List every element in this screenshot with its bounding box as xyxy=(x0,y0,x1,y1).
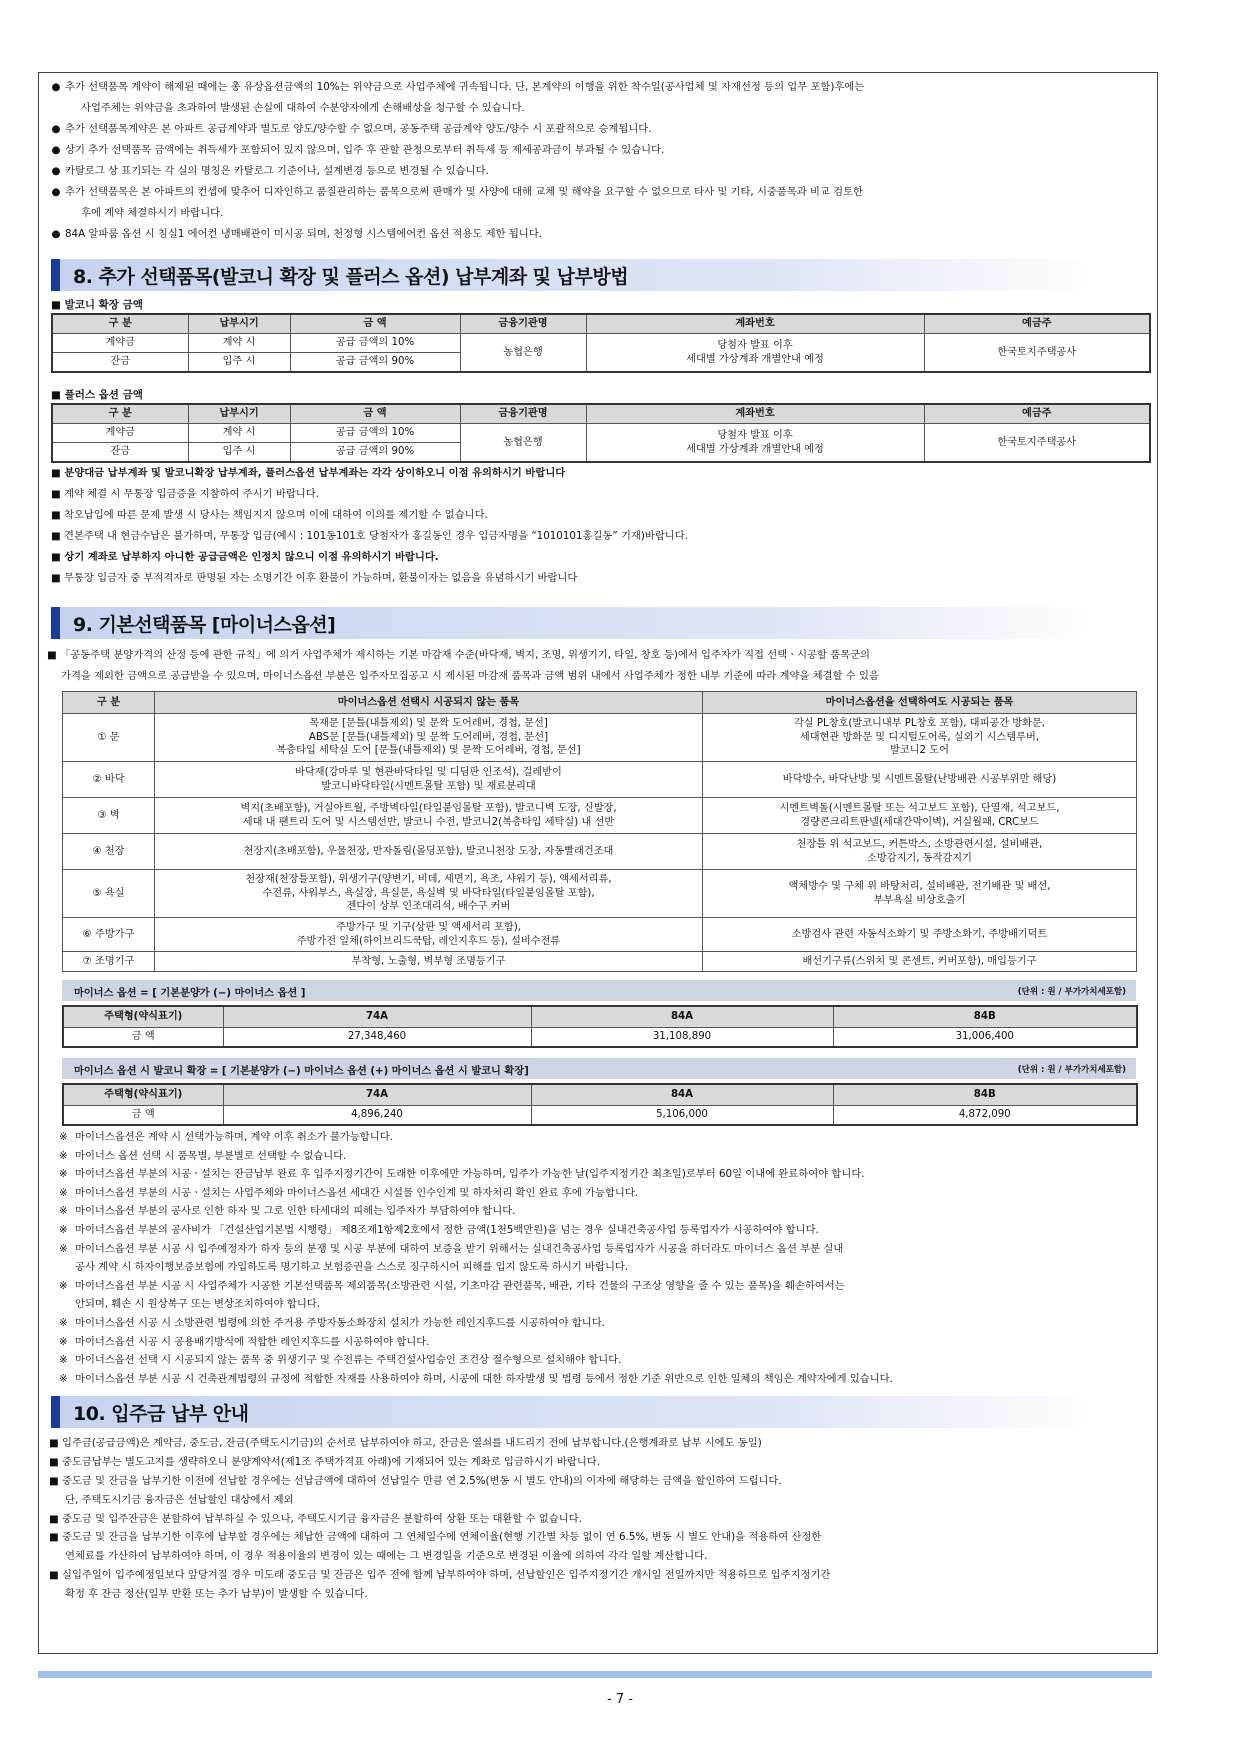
installed-items: 시멘트벽돌(시멘트몰탈 또는 석고보드 포함), 단열재, 석고보드, 경량콘크리트판넬(세대간막이벽), 거실월패, CRC보드 xyxy=(703,798,1137,834)
installed-items: 천장틀 위 석고보드, 커튼박스, 소방관련시설, 설비배관, 소방감지기, 동작감지기 xyxy=(703,834,1137,870)
th-type-84b: 84B xyxy=(833,1006,1137,1028)
section-10-line: ■ 중도금 및 입주잔금은 분할하여 납부하실 수 있으나, 주택도시기금 융자금은 분할하여 상환 또는 대환할 수 없습니다. xyxy=(49,1512,582,1525)
section-10-line: 확정 후 잔금 정산(일부 반환 또는 추가 납부)이 발생할 수 있습니다. xyxy=(65,1587,368,1600)
bullet-line: ● 카탈로그 상 표기되는 각 실의 명칭은 카탈로그 기준이나, 설계변경 등으로 변경될 수 있습니다. xyxy=(51,165,489,177)
installed-items: 각실 PL창호(발코니내부 PL창호 포함), 대피공간 방화문, 세대현관 방화문 및 디지털도어록, 실외기 시스템루버, 발코니2 도어 xyxy=(703,714,1137,762)
minus-option-note: ※ 마이너스옵션 부분 시공 시 사업주체가 시공한 기본선택품목 제외품목(소방관련 시설, 기초마감 관련품목, 배관, 기타 건물의 구조상 영향을 줄 수 있는 품목)을 훼손하여서는 xyxy=(59,1279,845,1292)
minus-option-note: ※ 마이너스옵션 시공 시 공용배기방식에 적합한 레인지후드를 시공하여야 합니다. xyxy=(59,1335,430,1348)
th-when: 납부시기 xyxy=(188,314,290,334)
th-not-installed: 마이너스옵션 선택시 시공되지 않는 품목 xyxy=(155,692,703,714)
section-10-line: ■ 실입주일이 입주예정일보다 앞당겨질 경우 미도래 중도금 및 잔금은 입주 전에 함께 납부하여야 하며, 선납할인은 입주지정기간 개시일 전일까지만 적용하므로 입주지정기간 xyxy=(49,1568,831,1581)
row-label: 금 액 xyxy=(63,1106,223,1126)
minus-option-note: 공사 계약 시 하자이행보증보험에 가입하도록 명기하고 보험증권을 스스로 징구하시어 피해를 입지 않도록 하시기 바랍니다. xyxy=(75,1261,629,1274)
th-type-74a: 74A xyxy=(223,1084,531,1106)
cell-amount: 공급 금액의 90% xyxy=(290,443,460,463)
price-74a: 27,348,460 xyxy=(223,1028,531,1048)
minus-option-note: ※ 마이너스옵션 부분의 공사로 인한 하자 및 그로 인한 타세대의 피해는 입주자가 부담하여야 합니다. xyxy=(59,1205,516,1218)
not-installed-items: 부착형, 노출형, 벽부형 조명등기구 xyxy=(155,952,703,972)
row-category: ③ 벽 xyxy=(63,798,155,834)
bullet-line: 후에 계약 체결하시기 바랍니다. xyxy=(81,207,224,219)
minus-option-note: ※ 마이너스옵션 부분 시공 시 입주예정자가 하자 등의 분쟁 및 시공 부분에 대하여 보증을 받기 위해서는 실내건축공사업 등록업자가 시공을 하더라도 마이너스 옵션 부분 실내 xyxy=(59,1242,844,1255)
price-74a: 4,896,240 xyxy=(223,1106,531,1126)
minus-option-note: ※ 마이너스 옵션 선택 시 품목별, 부분별로 선택할 수 없습니다. xyxy=(59,1149,347,1162)
row-category: ② 바닥 xyxy=(63,762,155,798)
cell-kind: 잔금 xyxy=(52,353,188,373)
th-holder: 예금주 xyxy=(924,314,1150,334)
section-10-title: 10. 입주금 납부 안내 xyxy=(73,1403,249,1426)
balcony-payment-table xyxy=(51,313,1151,373)
minus-option-note: 안되며, 훼손 시 원상복구 또는 변상조치하여야 합니다. xyxy=(75,1298,321,1311)
bullet-line: ● 추가 선택품목은 본 아파트의 컨셉에 맞추어 디자인하고 품질관리하는 품목으로써 판매가 및 사양에 대해 교체 및 해약을 요구할 수 없으므로 타사 및 기타, 시중품목과 비교 검토한 xyxy=(51,186,863,198)
th-amount: 금 액 xyxy=(290,404,460,424)
installed-items: 바닥방수, 바닥난방 및 시멘트몰탈(난방배관 시공부위만 해당) xyxy=(703,762,1137,798)
section-9-header xyxy=(51,607,1101,639)
section-10-line: 연체료를 가산하여 납부하여야 하며, 이 경우 적용이율의 변경이 있는 때에는 그 변경일을 기준으로 변경된 이율에 의하여 각각 일할 계산합니다. xyxy=(65,1550,708,1563)
row-category: ④ 천장 xyxy=(63,834,155,870)
bullet-line: ● 추가 선택품목계약은 본 아파트 공급계약과 별도로 양도/양수할 수 없으며, 공동주택 공급계약 양도/양수 시 포괄적으로 승계됩니다. xyxy=(51,123,652,135)
section-8-title: 8. 추가 선택품목(발코니 확장 및 플러스 옵션) 납부계좌 및 납부방법 xyxy=(73,266,629,288)
section-9-title: 9. 기본선택품목 [마이너스옵션] xyxy=(73,614,336,636)
section-10-line: ■ 중도금 및 잔금을 납부기한 이전에 선납할 경우에는 선납금액에 대하여 선납일수 만큼 연 2.5%(변동 시 별도 안내)의 이자에 해당하는 금액을 할인하여 드립니다. xyxy=(49,1474,782,1487)
th-kind: 구 분 xyxy=(52,404,188,424)
cell-when: 계약 시 xyxy=(188,424,290,443)
minus-option-note: ※ 마이너스옵션 시공 시 소방관련 법령에 의한 주거용 주방자동소화장치 설치가 가능한 레인지후드를 시공하여야 합니다. xyxy=(59,1316,605,1329)
section-8-note: ■ 착오납입에 따른 문제 발생 시 당사는 책임지지 않으며 이에 대하여 이의를 제기할 수 없습니다. xyxy=(51,509,488,521)
section-10-line: ■ 입주금(공급금액)은 계약금, 중도금, 잔금(주택도시기금)의 순서로 납부하여야 하고, 잔금은 열쇠를 내드리기 전에 납부합니다.(은행계좌로 납부 시에도 동일) xyxy=(49,1437,762,1450)
cell-amount: 공급 금액의 90% xyxy=(290,353,460,373)
bullet-line: ● 84A 알파룸 옵션 시 침실1 에어컨 냉매배관이 미시공 되며, 천정형 시스템에어컨 옵션 적용도 제한 됩니다. xyxy=(51,228,542,240)
price-84b: 4,872,090 xyxy=(833,1106,1137,1126)
cell-when: 입주 시 xyxy=(188,443,290,463)
cell-bank: 농협은행 xyxy=(460,334,586,373)
cell-holder: 한국토지주택공사 xyxy=(924,424,1150,463)
balcony-label: ■ 발코니 확장 금액 xyxy=(51,299,143,311)
bullet-line: 사업주체는 위약금을 초과하여 발생된 손실에 대하여 수분양자에게 손해배상을 청구할 수 있습니다. xyxy=(81,102,525,114)
cell-when: 입주 시 xyxy=(188,353,290,373)
minus-option-note: ※ 마이너스옵션 부분의 공사비가 「건설산업기본법 시행령」 제8조제1항제2호에서 정한 금액(1천5백만원)을 넘는 경우 실내건축공사업 등록업자가 시공하여야 합니다. xyxy=(59,1223,819,1236)
section-10-header xyxy=(51,1396,1101,1428)
cell-kind: 계약금 xyxy=(52,424,188,443)
th-account: 계좌번호 xyxy=(586,314,924,334)
minus-option-note: ※ 마이너스옵션은 계약 시 선택가능하며, 계약 이후 취소가 불가능합니다. xyxy=(59,1131,393,1143)
section-10-line: 단, 주택도시기금 융자금은 선납할인 대상에서 제외 xyxy=(65,1493,294,1506)
cell-kind: 계약금 xyxy=(52,334,188,353)
minus-balcony-formula: 마이너스 옵션 시 발코니 확장 = [ 기본분양가 (−) 마이너스 옵션 (+) 마이너스 옵션 시 발코니 확장] (단위 : 원 / 부가가치세포함) xyxy=(62,1058,1136,1079)
th-category: 구 분 xyxy=(63,692,155,714)
row-category: ① 문 xyxy=(63,714,155,762)
th-installed: 마이너스옵션을 선택하여도 시공되는 품목 xyxy=(703,692,1137,714)
section-9-intro: ■ 「공동주택 분양가격의 산정 등에 관한 규칙」에 의거 사업주체가 제시하는 기본 마감재 수준(바닥재, 벽지, 조명, 위생기기, 타일, 창호 등)에서 입주자가 직접 선택ㆍ시공할 품목군의 xyxy=(47,649,871,661)
section-8-header xyxy=(51,259,1101,291)
th-account: 계좌번호 xyxy=(586,404,924,424)
not-installed-items: 벽지(초배포함), 거실아트월, 주방벽타일(타일붙임몰탈 포함), 발코니벽 도장, 신발장, 세대 내 팬트리 도어 및 시스템선반, 발코니 수전, 발코니2(복층타입 세탁실) 내 선반 xyxy=(155,798,703,834)
bullet-line: ● 상기 추가 선택품목 금액에는 취득세가 포함되어 있지 않으며, 입주 후 관할 관청으로부터 취득세 등 제세공과금이 부과될 수 있습니다. xyxy=(51,144,665,156)
cell-holder: 한국토지주택공사 xyxy=(924,334,1150,373)
cell-amount: 공급 금액의 10% xyxy=(290,334,460,353)
section-10-line: ■ 중도금 및 잔금을 납부기한 이후에 납부할 경우에는 체납한 금액에 대하여 그 연체일수에 연체이율(현행 기간별 차등 없이 연 6.5%, 변동 시 별도 안내)을 적용하여 산정한 xyxy=(49,1531,822,1544)
section-8-note: ■ 계약 체결 시 무통장 입금증을 지참하여 주시기 바랍니다. xyxy=(51,488,319,500)
th-bank: 금융기관명 xyxy=(460,404,586,424)
cell-account: 당첨자 발표 이후 세대별 가상계좌 개별안내 예정 xyxy=(586,424,924,463)
section-9-intro: 가격을 제외한 금액으로 공급받을 수 있으며, 마이너스옵션 부분은 입주자모집공고 시 제시된 마감재 품목과 금액 범위 내에서 사업주체가 정한 내부 기준에 따라 계약을 체결할 수 있음 xyxy=(61,670,879,682)
cell-amount: 공급 금액의 10% xyxy=(290,424,460,443)
cell-bank: 농협은행 xyxy=(460,424,586,463)
row-category: ⑤ 욕실 xyxy=(63,870,155,918)
price-84a: 5,106,000 xyxy=(531,1106,833,1126)
price-84b: 31,006,400 xyxy=(833,1028,1137,1048)
section-8-note: ■ 분양대금 납부계좌 및 발코니확장 납부계좌, 플러스옵션 납부계좌는 각각 상이하오니 이점 유의하시기 바랍니다 xyxy=(51,467,566,479)
th-holder: 예금주 xyxy=(924,404,1150,424)
footer-bar xyxy=(38,1671,1152,1678)
th-type: 주택형(약식표기) xyxy=(63,1084,223,1106)
minus-price-formula: 마이너스 옵션 = [ 기본분양가 (−) 마이너스 옵션 ] (단위 : 원 / 부가가치세포함) xyxy=(62,980,1136,1001)
not-installed-items: 주방가구 및 기구(상판 및 액세서리 포함), 주방가전 일체(하이브리드쿡탑, 레인지후드 등), 설비수전류 xyxy=(155,918,703,952)
th-type-84a: 84A xyxy=(531,1006,833,1028)
plus-option-payment-table xyxy=(51,403,1151,463)
minus-option-note: ※ 마이너스옵션 부분의 시공ㆍ설치는 사업주체와 마이너스옵션 세대간 시설물 인수인계 및 하자처리 확인 완료 후에 가능합니다. xyxy=(59,1186,639,1199)
price-84a: 31,108,890 xyxy=(531,1028,833,1048)
cell-account: 당첨자 발표 이후 세대별 가상계좌 개별안내 예정 xyxy=(586,334,924,373)
plus-option-label: ■ 플러스 옵션 금액 xyxy=(51,389,143,401)
minus-price-table xyxy=(62,1005,1138,1048)
minus-option-note: ※ 마이너스옵션 부분의 시공ㆍ설치는 잔금납부 완료 후 입주지정기간이 도래한 이후에만 가능하며, 입주가 가능한 날(입주지정기간 최초일)로부터 60일 이내에 완료하여야 합니다. xyxy=(59,1168,865,1181)
installed-items: 액체방수 및 구체 위 바탕처리, 설비배관, 전기배관 및 배선, 부부욕실 비상호출기 xyxy=(703,870,1137,918)
row-category: ⑥ 주방가구 xyxy=(63,918,155,952)
th-type-84a: 84A xyxy=(531,1084,833,1106)
th-amount: 금 액 xyxy=(290,314,460,334)
th-bank: 금융기관명 xyxy=(460,314,586,334)
section-10-line: ■ 중도금납부는 별도고지를 생략하오니 분양계약서(제1조 주택가격표 아래)에 기재되어 있는 계좌로 입금하시기 바랍니다. xyxy=(49,1456,600,1469)
cell-kind: 잔금 xyxy=(52,443,188,463)
page-number: - 7 - xyxy=(607,1692,633,1707)
cell-when: 계약 시 xyxy=(188,334,290,353)
section-8-note: ■ 견본주택 내 현금수납은 불가하며, 무통장 입금(예시 : 101동101호 당첨자가 홍길동인 경우 입금자명을 “1010101홍길동” 기재)바랍니다. xyxy=(51,530,688,542)
row-category: ⑦ 조명기구 xyxy=(63,952,155,972)
th-type: 주택형(약식표기) xyxy=(63,1006,223,1028)
page-frame xyxy=(38,72,1158,1654)
installed-items: 배선기구류(스위치 및 콘센트, 커버포함), 매입등기구 xyxy=(703,952,1137,972)
th-type-74a: 74A xyxy=(223,1006,531,1028)
not-installed-items: 목재문 [문틀(내틀제외) 및 문짝 도어레버, 경첩, 문선] ABS문 [문틀(내틀제외) 및 문짝 도어레버, 경첩, 문선] 복층타입 세탁실 도어 [문틀(내틀제외) 및 문짝 도어레버, 경첩, 문선] xyxy=(155,714,703,762)
th-type-84b: 84B xyxy=(833,1084,1137,1106)
minus-option-note: ※ 마이너스옵션 부분 시공 시 건축관계법령의 규정에 적합한 자재를 사용하여야 하며, 시공에 대한 하자발생 및 법령 등에서 정한 기준 위반으로 인한 일체의 책임은 계약자에게 있습니다. xyxy=(59,1372,893,1385)
not-installed-items: 천장재(천장틀포함), 위생기구(양변기, 비데, 세면기, 욕조, 샤워기 등), 액세서리류, 수전류, 샤워부스, 욕실장, 욕실문, 욕실벽 및 바닥타일(타일붙임몰탈 포함), 젠다이 상부 인조대리석, 배수구 커버 xyxy=(155,870,703,918)
section-8-note: ■ 상기 계좌로 납부하지 아니한 공급금액은 인정치 않으니 이점 유의하시기 바랍니다. xyxy=(51,551,439,563)
row-label: 금 액 xyxy=(63,1028,223,1048)
minus-option-table xyxy=(62,691,1137,972)
section-8-note: ■ 무통장 입금자 중 부적격자로 판명된 자는 소명기간 이후 환불이 가능하며, 환불이자는 없음을 유념하시기 바랍니다 xyxy=(51,572,578,584)
installed-items: 소방검사 관련 자동식소화기 및 주방소화기, 주방배기덕트 xyxy=(703,918,1137,952)
bullet-line: ● 추가 선택품목 계약이 해제된 때에는 총 유상옵션금액의 10%는 위약금으로 사업주체에 귀속됩니다. 단, 본계약의 이행을 위한 착수일(공사업체 및 자재선정 등의 업무 포함)후에는 xyxy=(51,81,865,93)
minus-balcony-price-table xyxy=(62,1083,1138,1126)
not-installed-items: 바닥재(강마루 및 현관바닥타일 및 디딤판 인조석), 걸레받이 발코니바닥타일(시멘트몰탈 포함) 및 재료분리대 xyxy=(155,762,703,798)
th-kind: 구 분 xyxy=(52,314,188,334)
not-installed-items: 천장지(초배포함), 우물천장, 반자돌림(몰딩포함), 발코니천장 도장, 자동빨래건조대 xyxy=(155,834,703,870)
minus-option-note: ※ 마이너스옵션 선택 시 시공되지 않는 품목 중 위생기구 및 수전류는 주택건설사업승인 조건상 절수형으로 설치해야 합니다. xyxy=(59,1354,622,1367)
th-when: 납부시기 xyxy=(188,404,290,424)
